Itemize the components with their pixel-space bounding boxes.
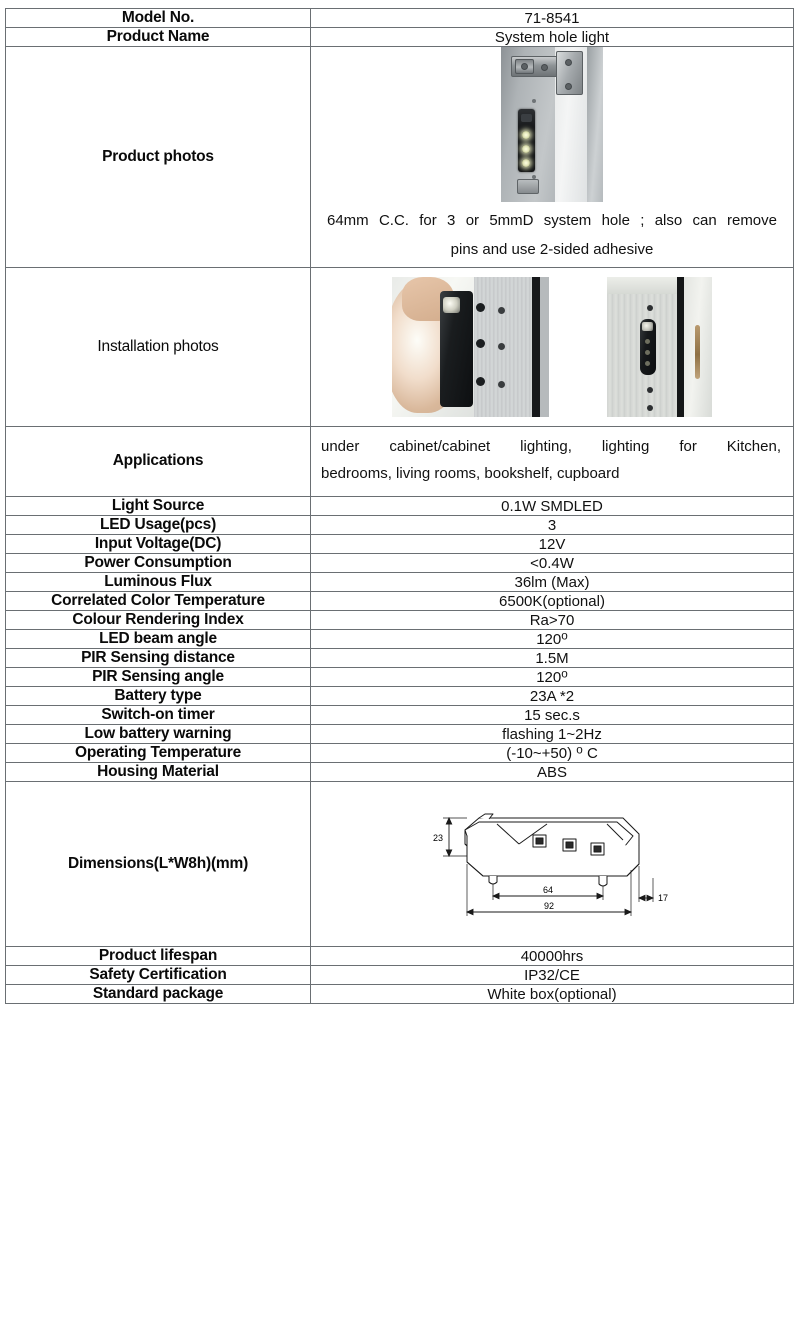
table-row-product-lifespan [6,947,794,966]
row-label-colour-rendering-index: Colour Rendering Index [6,611,311,630]
row-value-standard-package: White box(optional) [311,985,794,1004]
row-value-battery-type: 23A *2 [311,687,794,706]
table-row-switch-on-timer [6,706,794,725]
pir-sensor-window [521,114,532,122]
table-row-pir-sensing-angle [6,668,794,687]
row-label-pir-sensing-angle: PIR Sensing angle [6,668,311,687]
row-label-battery-type: Battery type [6,687,311,706]
applications-line-2: bedrooms, living rooms, bookshelf, cupboard [321,465,620,483]
row-label-model-no: Model No. [6,9,311,28]
row-label-applications: Applications [6,426,311,497]
beam-angle-number: 120 [536,630,562,648]
table-row-battery-type [6,687,794,706]
table-row-colour-rendering-index [6,611,794,630]
table-row-standard-package [6,985,794,1004]
row-value-power-consumption: <0.4W [311,554,794,573]
table-row-low-battery-warning [6,725,794,744]
product-photo-caption [311,202,793,267]
row-label-product-photos: Product photos [6,47,311,268]
row-label-correlated-color-temperature: Correlated Color Temperature [6,592,311,611]
product-photo-image [501,47,603,202]
led-light-3 [645,361,650,366]
led-fixture-body [518,109,535,172]
row-label-housing-material: Housing Material [6,763,311,782]
led-light-1 [645,339,650,344]
led-fixture-body [640,319,656,375]
table-row-light-source [6,497,794,516]
row-value-switch-on-timer: 15 sec.s [311,706,794,725]
dimension-label-height: 23 [432,833,444,843]
table-row-luminous-flux [6,573,794,592]
row-value-product-photos [311,47,794,268]
table-row-installation-photos [6,267,794,426]
dimension-drawing [427,800,677,930]
row-value-luminous-flux: 36lm (Max) [311,573,794,592]
row-label-installation-photos: Installation photos [6,267,311,426]
caption-line-2: pins and use 2-sided adhesive [450,241,654,259]
dimension-label-length: 92 [543,901,555,911]
table-row-correlated-color-temperature [6,592,794,611]
row-value-installation-photos [311,267,794,426]
row-value-colour-rendering-index: Ra>70 [311,611,794,630]
led-light-2 [522,145,530,153]
row-value-input-voltage: 12V [311,535,794,554]
row-value-low-battery-warning: flashing 1~2Hz [311,725,794,744]
row-label-power-consumption: Power Consumption [6,554,311,573]
row-label-standard-package: Standard package [6,985,311,1004]
installation-photo-b [607,277,712,417]
table-row-applications [6,426,794,497]
led-light-1 [522,131,530,139]
table-row-power-consumption [6,554,794,573]
row-label-low-battery-warning: Low battery warning [6,725,311,744]
table-row-led-usage [6,516,794,535]
table-row-dimensions [6,782,794,947]
degree-symbol: o [561,629,568,643]
row-label-input-voltage: Input Voltage(DC) [6,535,311,554]
product-spec-table [5,8,794,1004]
row-label-luminous-flux: Luminous Flux [6,573,311,592]
row-value-pir-sensing-angle [311,668,794,687]
table-row-operating-temperature [6,744,794,763]
row-value-correlated-color-temperature: 6500K(optional) [311,592,794,611]
pir-sensor-window [642,322,653,331]
row-value-operating-temperature [311,744,794,763]
row-value-pir-sensing-distance: 1.5M [311,649,794,668]
row-label-led-beam-angle: LED beam angle [6,630,311,649]
row-value-product-lifespan: 40000hrs [311,947,794,966]
row-value-led-beam-angle [311,630,794,649]
pir-sensor-window [443,297,460,313]
applications-line-1: under cabinet/cabinet lighting, lighting for Kitchen, [321,437,781,455]
row-label-dimensions: Dimensions(L*W8h)(mm) [6,782,311,947]
dimension-label-depth: 17 [657,893,669,903]
row-value-led-usage: 3 [311,516,794,535]
pir-angle-number: 120 [536,668,562,686]
installation-photo-container [311,268,793,426]
lower-hinge-bracket [517,179,539,194]
table-row-safety-certification [6,966,794,985]
temp-range: (-10~+50) [506,744,577,762]
led-fixture-body [440,291,473,407]
table-row-product-name [6,28,794,47]
row-label-pir-sensing-distance: PIR Sensing distance [6,649,311,668]
degree-symbol: o [561,667,568,681]
row-value-applications [311,426,794,497]
dimension-drawing-container [311,782,793,946]
row-label-switch-on-timer: Switch-on timer [6,706,311,725]
table-row-model-no [6,9,794,28]
table-row-led-beam-angle [6,630,794,649]
temp-unit: C [582,744,598,762]
row-label-safety-certification: Safety Certification [6,966,311,985]
row-value-housing-material: ABS [311,763,794,782]
degree-symbol: o [576,743,583,757]
table-row-pir-sensing-distance [6,649,794,668]
row-label-operating-temperature: Operating Temperature [6,744,311,763]
row-label-led-usage: LED Usage(pcs) [6,516,311,535]
table-row-input-voltage [6,535,794,554]
row-label-light-source: Light Source [6,497,311,516]
table-row-housing-material [6,763,794,782]
row-value-dimensions [311,782,794,947]
led-light-2 [645,350,650,355]
dimension-label-center: 64 [542,885,554,895]
installation-photo-a [392,277,549,417]
table-row-product-photos [6,47,794,268]
led-light-3 [522,159,530,167]
product-photo-container [311,47,793,202]
row-value-product-name: System hole light [311,28,794,47]
row-label-product-lifespan: Product lifespan [6,947,311,966]
row-value-safety-certification: IP32/CE [311,966,794,985]
row-value-model-no: 71-8541 [311,9,794,28]
row-value-light-source: 0.1W SMDLED [311,497,794,516]
row-label-product-name: Product Name [6,28,311,47]
caption-line-1: 64mm C.C. for 3 or 5mmD system hole ; also can remove [327,212,777,229]
